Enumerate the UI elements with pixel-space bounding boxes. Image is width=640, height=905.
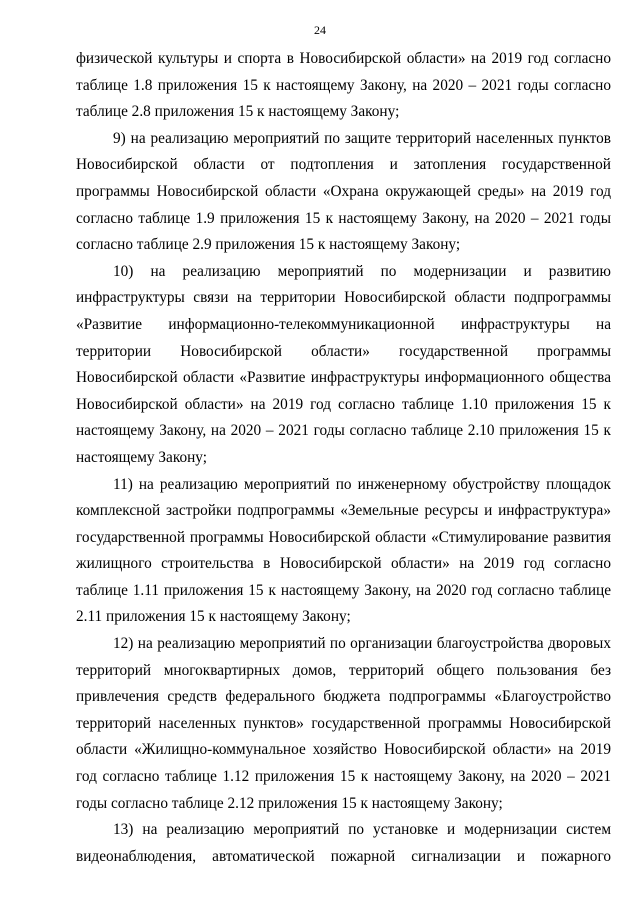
paragraph-item-9: 9) на реализацию мероприятий по защите территорий населенных пунктов Новосибирской области от подтопления и затопления государственной программы Новосибирской области «Охрана окружающей среды» на 2019 год согласно таблице 1.9 приложения 15 к настоящему Закону, на 2020 – 2021 годы согласно таблице 2.9 приложения 15 к настоящему Закону;	[76, 129, 611, 254]
page-number: 24	[314, 23, 326, 37]
paragraph-item-13: 13) на реализацию мероприятий по установке и модернизации систем видеонаблюдения, автоматической пожарной сигнализации и пожарного	[76, 821, 611, 865]
paragraph-continuation: физической культуры и спорта в Новосибирской области» на 2019 год согласно таблице 1.8 приложения 15 к настоящему Закону, на 2020 – 2021 годы согласно таблице 2.8 приложения 15 к настоящему Закону;	[76, 50, 611, 121]
paragraph-item-11: 11) на реализацию мероприятий по инженерному обустройству площадок комплексной застройки подпрограммы «Земельные ресурсы и инфраструктура» государственной программы Новосибирской области «Стимулирование развития жилищного строительства в Новосибирской области» на 2019 год согласно таблице 1.11 приложения 15 к настоящему Закону, на 2020 год согласно таблице 2.11 приложения 15 к настоящему Закону;	[76, 475, 611, 626]
paragraph-item-12: 12) на реализацию мероприятий по организации благоустройства дворовых территорий многоквартирных домов, территорий общего пользования без привлечения средств федерального бюджета подпрограммы «Благоустройство территорий населенных пунктов» государственной программы Новосибирской области «Жилищно-коммунальное хозяйство Новосибирской области» на 2019 год согласно таблице 1.12 приложения 15 к настоящему Закону, на 2020 – 2021 годы согласно таблице 2.12 приложения 15 к настоящему Закону;	[76, 635, 611, 812]
document-body	[76, 46, 611, 870]
paragraph-item-10: 10) на реализацию мероприятий по модернизации и развитию инфраструктуры связи на территории Новосибирской области подпрограммы «Развитие информационно-телекоммуникационной инфраструктуры на территории Новосибирской области» государственной программы Новосибирской области «Развитие инфраструктуры информационного общества Новосибирской области» на 2019 год согласно таблице 1.10 приложения 15 к настоящему Закону, на 2020 – 2021 годы согласно таблице 2.10 приложения 15 к настоящему Закону;	[76, 262, 611, 466]
